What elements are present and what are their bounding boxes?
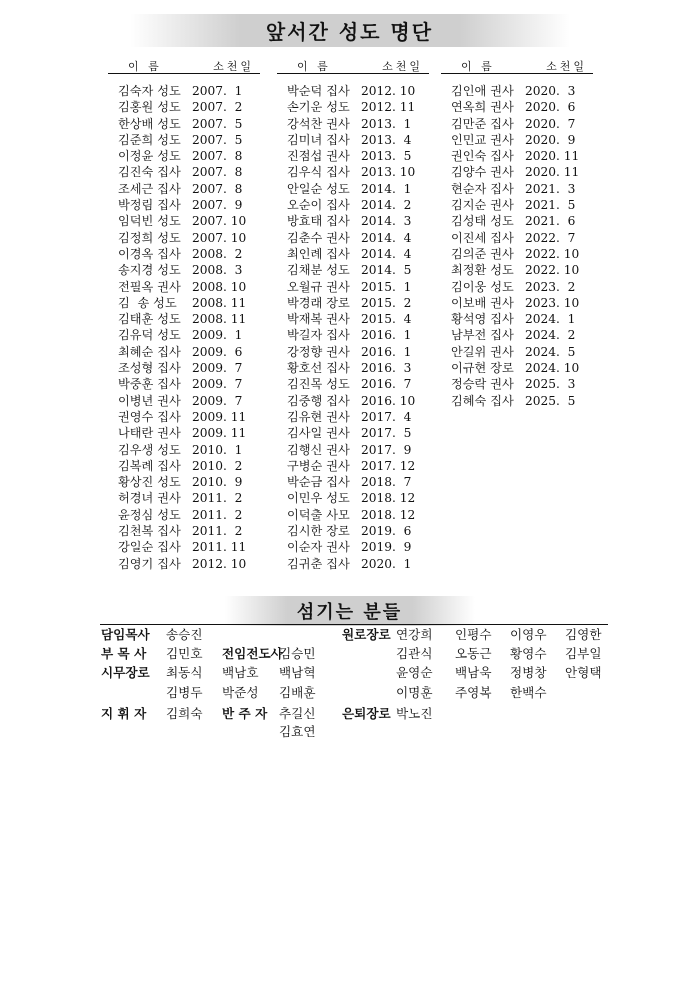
deceased-name: 조세근 집사	[118, 181, 181, 196]
memorial-row	[277, 425, 429, 441]
death-date: 2017. 4	[361, 409, 412, 424]
deceased-name: 황석영 집사	[451, 312, 514, 327]
deceased-name: 구병순 권사	[287, 458, 350, 473]
accompanist-label: 반 주 자	[222, 706, 268, 721]
memorial-row	[277, 181, 429, 197]
deceased-name: 박중훈 집사	[118, 377, 181, 392]
memorial-row	[441, 376, 593, 392]
memorial-row	[277, 442, 429, 458]
memorial-row	[441, 148, 593, 164]
memorial-row	[108, 230, 260, 246]
deceased-name: 김귀춘 집사	[287, 556, 350, 571]
deceased-name: 이민우 성도	[287, 491, 350, 506]
death-date: 2015. 2	[361, 295, 412, 310]
emeritus-elder: 정병창	[510, 665, 547, 680]
death-date: 2010. 9	[192, 475, 243, 490]
memorial-row	[277, 311, 429, 327]
death-date: 2007. 10	[192, 214, 247, 229]
death-date: 2021. 5	[525, 198, 576, 213]
death-date: 2007. 8	[192, 149, 243, 164]
death-date: 2019. 9	[361, 540, 412, 555]
death-date: 2018. 12	[361, 507, 416, 522]
deceased-name: 남부전 집사	[451, 328, 514, 343]
memorial-row	[441, 311, 593, 327]
active-elder: 백남혁	[279, 665, 316, 680]
deceased-name: 전필옥 권사	[118, 279, 181, 294]
memorial-row	[441, 181, 593, 197]
memorial-row	[277, 148, 429, 164]
memorial-row	[277, 474, 429, 490]
memorial-row	[108, 116, 260, 132]
memorial-row	[441, 360, 593, 376]
deceased-name: 허경녀 권사	[118, 491, 181, 506]
memorial-row	[277, 164, 429, 180]
column-header-date: 소천일	[546, 60, 587, 73]
memorial-row	[441, 83, 593, 99]
death-date: 2008. 10	[192, 279, 247, 294]
death-date: 2022. 7	[525, 230, 576, 245]
memorial-row	[441, 197, 593, 213]
deceased-name: 최정환 성도	[451, 263, 514, 278]
deceased-name: 김 송 성도	[118, 295, 177, 310]
deceased-name: 방효태 집사	[287, 214, 350, 229]
deceased-name: 손기운 성도	[287, 100, 350, 115]
deceased-name: 권영수 집사	[118, 409, 181, 424]
deceased-name: 이덕출 사모	[287, 507, 350, 522]
memorial-row	[277, 556, 429, 572]
deceased-name: 오순이 집사	[287, 198, 350, 213]
memorial-row	[441, 132, 593, 148]
death-date: 2016. 1	[361, 344, 412, 359]
deceased-name: 김복례 집사	[118, 458, 181, 473]
death-date: 2009. 7	[192, 393, 243, 408]
memorial-row	[441, 262, 593, 278]
emeritus-elder: 오동근	[455, 646, 492, 661]
death-date: 2020. 6	[525, 100, 576, 115]
memorial-row	[108, 458, 260, 474]
deceased-name: 김성태 성도	[451, 214, 514, 229]
death-date: 2013. 1	[361, 116, 412, 131]
deceased-name: 조성형 집사	[118, 361, 181, 376]
death-date: 2009. 7	[192, 377, 243, 392]
deceased-name: 김유덕 성도	[118, 328, 181, 343]
memorial-row	[108, 279, 260, 295]
memorial-row	[277, 523, 429, 539]
memorial-row	[277, 83, 429, 99]
deceased-name: 김행신 권사	[287, 442, 350, 457]
death-date: 2025. 3	[525, 377, 576, 392]
death-date: 2024. 1	[525, 312, 576, 327]
emeritus-elder: 김관식	[396, 646, 433, 661]
death-date: 2016. 10	[361, 393, 416, 408]
deceased-name: 박길자 집사	[287, 328, 350, 343]
column-header	[108, 58, 260, 74]
deceased-name: 박정림 집사	[118, 198, 181, 213]
active-elder: 김배훈	[279, 685, 316, 700]
memorial-row	[277, 197, 429, 213]
memorial-row	[108, 295, 260, 311]
associate-pastor-label: 부 목 사	[101, 646, 147, 661]
death-date: 2018. 12	[361, 491, 416, 506]
deceased-name: 윤정심 성도	[118, 507, 181, 522]
death-date: 2024. 10	[525, 361, 580, 376]
death-date: 2009. 6	[192, 344, 243, 359]
emeritus-elder: 이명훈	[396, 685, 433, 700]
memorial-row	[277, 246, 429, 262]
death-date: 2012. 11	[361, 100, 416, 115]
memorial-row	[441, 164, 593, 180]
death-date: 2016. 7	[361, 377, 412, 392]
memorial-row	[441, 246, 593, 262]
death-date: 2012. 10	[192, 556, 247, 571]
memorial-row	[108, 507, 260, 523]
death-date: 2012. 10	[361, 84, 416, 98]
deceased-name: 임덕빈 성도	[118, 214, 181, 229]
deceased-name: 강석찬 권사	[287, 116, 350, 131]
memorial-row	[108, 164, 260, 180]
death-date: 2015. 1	[361, 279, 412, 294]
death-date: 2009. 11	[192, 426, 247, 441]
death-date: 2007. 2	[192, 100, 243, 115]
evangelist-label: 전임전도사	[222, 646, 283, 661]
deceased-name: 강정향 권사	[287, 344, 350, 359]
deceased-name: 김진목 성도	[287, 377, 350, 392]
memorial-row	[277, 327, 429, 343]
deceased-name: 김우생 성도	[118, 442, 181, 457]
memorial-row	[108, 262, 260, 278]
associate-pastor-name: 김민호	[166, 646, 203, 661]
memorial-column-3	[441, 58, 593, 409]
death-date: 2010. 2	[192, 458, 243, 473]
senior-pastor-name: 송승진	[166, 627, 203, 642]
memorial-row	[277, 507, 429, 523]
death-date: 2023. 2	[525, 279, 576, 294]
memorial-row	[277, 393, 429, 409]
deceased-name: 김중행 집사	[287, 393, 350, 408]
deceased-name: 나태란 권사	[118, 426, 181, 441]
death-date: 2018. 7	[361, 475, 412, 490]
page-title-wrap	[0, 14, 699, 47]
death-date: 2007. 8	[192, 181, 243, 196]
deceased-name: 이보배 권사	[451, 295, 514, 310]
column-header-date: 소천일	[213, 60, 254, 73]
memorial-row	[277, 344, 429, 360]
memorial-row	[277, 490, 429, 506]
deceased-name: 김우식 집사	[287, 165, 350, 180]
deceased-name: 강일순 집사	[118, 540, 181, 555]
memorial-row	[277, 409, 429, 425]
memorial-row	[441, 116, 593, 132]
death-date: 2008. 2	[192, 246, 243, 261]
memorial-row	[108, 148, 260, 164]
death-date: 2014. 1	[361, 181, 412, 196]
memorial-row	[441, 230, 593, 246]
memorial-row	[277, 295, 429, 311]
death-date: 2011. 2	[192, 507, 243, 522]
deceased-name: 김미녀 집사	[287, 132, 350, 147]
memorial-row	[108, 409, 260, 425]
death-date: 2007. 10	[192, 230, 247, 245]
memorial-row	[108, 132, 260, 148]
deceased-name: 김숙자 성도	[118, 84, 181, 98]
deceased-name: 김만준 집사	[451, 116, 514, 131]
death-date: 2009. 11	[192, 409, 247, 424]
death-date: 2008. 3	[192, 263, 243, 278]
death-date: 2020. 1	[361, 556, 412, 571]
deceased-name: 송지경 성도	[118, 263, 181, 278]
death-date: 2022. 10	[525, 263, 580, 278]
memorial-row	[108, 360, 260, 376]
death-date: 2010. 1	[192, 442, 243, 457]
memorial-column-2	[277, 58, 429, 572]
deceased-name: 이순자 권사	[287, 540, 350, 555]
deceased-name: 김준희 성도	[118, 132, 181, 147]
death-date: 2007. 5	[192, 116, 243, 131]
death-date: 2014. 4	[361, 246, 412, 261]
death-date: 2007. 5	[192, 132, 243, 147]
memorial-row	[108, 311, 260, 327]
emeritus-elder: 백남욱	[455, 665, 492, 680]
accompanist-name: 김효연	[279, 724, 316, 739]
death-date: 2022. 10	[525, 246, 580, 261]
death-date: 2013. 4	[361, 132, 412, 147]
death-date: 2020. 3	[525, 84, 576, 98]
death-date: 2007. 8	[192, 165, 243, 180]
deceased-name: 한상배 성도	[118, 116, 181, 131]
memorial-row	[108, 181, 260, 197]
deceased-name: 김태훈 성도	[118, 312, 181, 327]
column-header-name: 이 름	[128, 60, 162, 73]
death-date: 2017. 9	[361, 442, 412, 457]
column-header-date: 소천일	[382, 60, 423, 73]
death-date: 2008. 11	[192, 312, 247, 327]
deceased-name: 박순금 집사	[287, 475, 350, 490]
memorial-row	[277, 360, 429, 376]
memorial-row	[277, 539, 429, 555]
memorial-row	[441, 344, 593, 360]
retired-elder: 박노진	[396, 706, 433, 721]
deceased-name: 현순자 집사	[451, 181, 514, 196]
memorial-row	[108, 442, 260, 458]
memorial-row	[277, 213, 429, 229]
emeritus-elder: 안형택	[565, 665, 602, 680]
death-date: 2007. 9	[192, 198, 243, 213]
memorial-row	[277, 99, 429, 115]
death-date: 2024. 5	[525, 344, 576, 359]
memorial-row	[441, 99, 593, 115]
death-date: 2020. 11	[525, 165, 580, 180]
death-date: 2015. 4	[361, 312, 412, 327]
column-header-name: 이 름	[461, 60, 495, 73]
deceased-name: 김사일 권사	[287, 426, 350, 441]
staff-divider	[100, 624, 608, 625]
death-date: 2021. 6	[525, 214, 576, 229]
memorial-row	[441, 393, 593, 409]
conductor-label: 지 휘 자	[101, 706, 147, 721]
deceased-name: 김영기 집사	[118, 556, 181, 571]
memorial-row	[108, 99, 260, 115]
deceased-name: 권인숙 집사	[451, 149, 514, 164]
deceased-name: 김진숙 집사	[118, 165, 181, 180]
death-date: 2013. 10	[361, 165, 416, 180]
death-date: 2019. 6	[361, 524, 412, 539]
death-date: 2020. 9	[525, 132, 576, 147]
memorial-row	[277, 279, 429, 295]
memorial-row	[108, 556, 260, 572]
deceased-name: 김유현 권사	[287, 409, 350, 424]
emeritus-elder: 연강희	[396, 627, 433, 642]
death-date: 2016. 1	[361, 328, 412, 343]
active-elder: 백남호	[222, 665, 259, 680]
evangelist-name: 김승민	[279, 646, 316, 661]
active-elder: 김병두	[166, 685, 203, 700]
accompanist-name: 추길신	[279, 706, 316, 721]
deceased-name: 이병년 권사	[118, 393, 181, 408]
death-date: 2009. 1	[192, 328, 243, 343]
page-title: 앞서간 성도 명단	[130, 14, 570, 47]
death-date: 2014. 5	[361, 263, 412, 278]
emeritus-elder: 인평수	[455, 627, 492, 642]
deceased-name: 김천복 집사	[118, 524, 181, 539]
deceased-name: 진점섭 권사	[287, 149, 350, 164]
deceased-name: 김의준 권사	[451, 246, 514, 261]
staff-title: 섬기는 분들	[225, 596, 475, 626]
memorial-list	[108, 83, 260, 572]
deceased-name: 인민교 권사	[451, 132, 514, 147]
death-date: 2013. 5	[361, 149, 412, 164]
memorial-row	[108, 213, 260, 229]
emeritus-elders-label: 원로장로	[342, 627, 391, 642]
deceased-name: 이진세 집사	[451, 230, 514, 245]
retired-elders-label: 은퇴장로	[342, 706, 391, 721]
deceased-name: 김혜숙 집사	[451, 393, 514, 408]
deceased-name: 김지순 권사	[451, 198, 514, 213]
death-date: 2014. 2	[361, 198, 412, 213]
emeritus-elder: 김영한	[565, 627, 602, 642]
memorial-list	[277, 83, 429, 572]
deceased-name: 정승락 권사	[451, 377, 514, 392]
deceased-name: 김인애 권사	[451, 84, 514, 98]
column-header-name: 이 름	[297, 60, 331, 73]
deceased-name: 박순덕 집사	[287, 84, 350, 98]
column-header	[277, 58, 429, 74]
deceased-name: 이규현 장로	[451, 361, 514, 376]
deceased-name: 안일순 성도	[287, 181, 350, 196]
memorial-row	[441, 279, 593, 295]
deceased-name: 황호선 집사	[287, 361, 350, 376]
death-date: 2023. 10	[525, 295, 580, 310]
emeritus-elder: 황영수	[510, 646, 547, 661]
death-date: 2011. 2	[192, 491, 243, 506]
deceased-name: 최혜순 집사	[118, 344, 181, 359]
death-date: 2009. 7	[192, 361, 243, 376]
memorial-row	[108, 425, 260, 441]
emeritus-elder: 김부일	[565, 646, 602, 661]
memorial-row	[441, 327, 593, 343]
memorial-row	[277, 230, 429, 246]
death-date: 2020. 11	[525, 149, 580, 164]
memorial-row	[108, 344, 260, 360]
active-elder: 최동식	[166, 665, 203, 680]
deceased-name: 김시한 장로	[287, 524, 350, 539]
memorial-row	[441, 213, 593, 229]
deceased-name: 연옥희 권사	[451, 100, 514, 115]
deceased-name: 김양수 권사	[451, 165, 514, 180]
memorial-row	[108, 83, 260, 99]
deceased-name: 박재복 권사	[287, 312, 350, 327]
death-date: 2024. 2	[525, 328, 576, 343]
deceased-name: 김홍원 성도	[118, 100, 181, 115]
memorial-row	[108, 393, 260, 409]
conductor-name: 김희숙	[166, 706, 203, 721]
memorial-row	[277, 132, 429, 148]
memorial-row	[277, 262, 429, 278]
memorial-row	[108, 197, 260, 213]
memorial-row	[441, 295, 593, 311]
active-elders-label: 시무장로	[101, 665, 150, 680]
deceased-name: 안길위 권사	[451, 344, 514, 359]
staff-title-wrap	[0, 596, 699, 626]
memorial-row	[277, 458, 429, 474]
death-date: 2020. 7	[525, 116, 576, 131]
emeritus-elder: 이영우	[510, 627, 547, 642]
deceased-name: 김춘수 권사	[287, 230, 350, 245]
memorial-row	[108, 523, 260, 539]
death-date: 2011. 2	[192, 524, 243, 539]
memorial-row	[108, 474, 260, 490]
deceased-name: 황상진 성도	[118, 475, 181, 490]
death-date: 2021. 3	[525, 181, 576, 196]
death-date: 2014. 3	[361, 214, 412, 229]
deceased-name: 이정윤 성도	[118, 149, 181, 164]
emeritus-elder: 주영복	[455, 685, 492, 700]
memorial-row	[277, 116, 429, 132]
memorial-row	[108, 376, 260, 392]
death-date: 2016. 3	[361, 361, 412, 376]
death-date: 2011. 11	[192, 540, 247, 555]
memorial-list	[441, 83, 593, 409]
memorial-row	[277, 376, 429, 392]
deceased-name: 이경옥 집사	[118, 246, 181, 261]
deceased-name: 김이웅 성도	[451, 279, 514, 294]
memorial-row	[108, 246, 260, 262]
memorial-row	[108, 490, 260, 506]
emeritus-elder: 한백수	[510, 685, 547, 700]
death-date: 2008. 11	[192, 295, 247, 310]
deceased-name: 김정희 성도	[118, 230, 181, 245]
deceased-name: 김채분 성도	[287, 263, 350, 278]
death-date: 2017. 12	[361, 458, 416, 473]
death-date: 2007. 1	[192, 84, 243, 98]
emeritus-elder: 윤영순	[396, 665, 433, 680]
deceased-name: 최인례 집사	[287, 246, 350, 261]
deceased-name: 오월규 권사	[287, 279, 350, 294]
column-header	[441, 58, 593, 74]
memorial-column-1	[108, 58, 260, 572]
memorial-row	[108, 327, 260, 343]
senior-pastor-label: 담임목사	[101, 627, 150, 642]
death-date: 2014. 4	[361, 230, 412, 245]
memorial-row	[108, 539, 260, 555]
death-date: 2017. 5	[361, 426, 412, 441]
death-date: 2025. 5	[525, 393, 576, 408]
active-elder: 박준성	[222, 685, 259, 700]
deceased-name: 박경래 장로	[287, 295, 350, 310]
